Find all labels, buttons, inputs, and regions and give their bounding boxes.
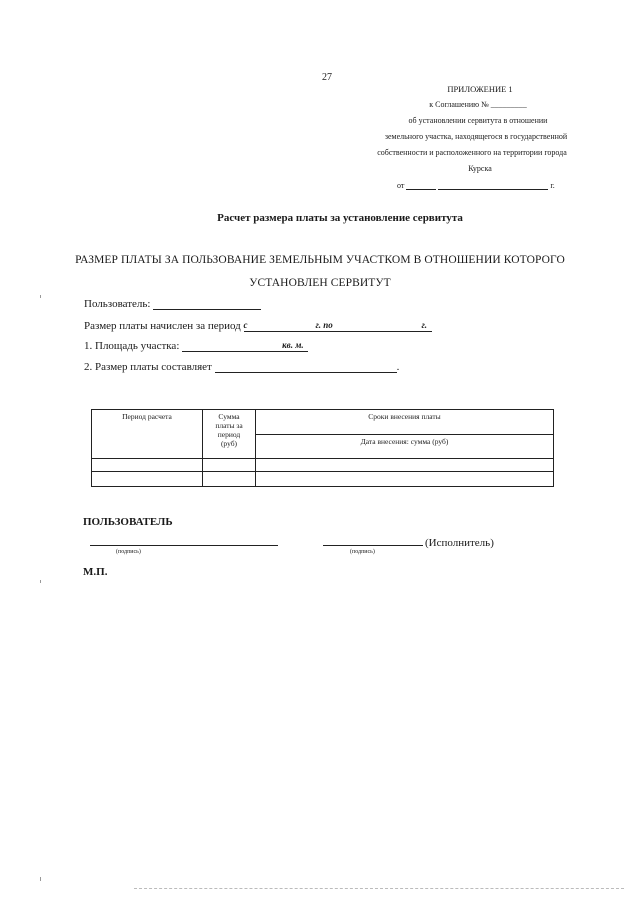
heading-line2: УСТАНОВЛЕН СЕРВИТУТ — [249, 277, 391, 289]
user-label: Пользователь: — [84, 298, 151, 310]
table-row — [92, 459, 554, 472]
executor-sign-caption: (подпись) — [350, 549, 375, 555]
date-prefix: от — [397, 181, 405, 190]
user-signature-line — [90, 545, 278, 546]
user-field — [84, 298, 261, 310]
user-blank — [153, 298, 261, 310]
fee-field — [84, 361, 399, 373]
appendix-title: ПРИЛОЖЕНИЕ 1 — [447, 84, 513, 94]
user-sign-caption: (подпись) — [116, 549, 141, 555]
table-cell — [203, 472, 256, 487]
period-end: г. — [421, 320, 427, 330]
appendix-line3: собственности и расположенного на территории города — [377, 148, 567, 157]
fee-end: . — [396, 361, 400, 373]
fee-blank — [215, 361, 397, 373]
date-month-blank — [438, 181, 548, 190]
table-cell — [92, 459, 203, 472]
fee-label: 2. Размер платы составляет — [84, 361, 212, 373]
date-suffix: г. — [550, 181, 555, 190]
table-cell — [256, 472, 554, 487]
scan-artifact — [40, 295, 41, 298]
period-from: с — [243, 320, 248, 330]
table-row — [92, 472, 554, 487]
area-label: 1. Площадь участка: — [84, 340, 180, 352]
header-terms-sub: Дата внесения: сумма (руб) — [256, 434, 554, 459]
scan-artifact — [40, 877, 41, 881]
header-period: Период расчета — [92, 410, 203, 459]
scan-artifact — [40, 580, 41, 583]
header-sum-l4: (руб) — [220, 439, 238, 448]
date-day-blank — [406, 181, 436, 190]
payment-table — [91, 409, 554, 487]
area-unit: кв. м. — [282, 340, 304, 350]
header-terms: Сроки внесения платы — [256, 410, 554, 435]
period-blank — [244, 320, 432, 332]
appendix-date — [397, 181, 555, 190]
document-title: Расчет размера платы за установление сервитута — [217, 212, 463, 224]
period-field — [84, 320, 432, 332]
scan-edge-line — [134, 888, 624, 889]
header-sum-l1: Сумма — [218, 412, 240, 421]
area-field — [84, 340, 308, 352]
appendix-line1: об установлении сервитута в отношении — [408, 116, 548, 125]
executor-signature-line — [323, 545, 423, 546]
stamp-label: М.П. — [83, 566, 108, 578]
period-mid: г. по — [315, 320, 333, 330]
header-sum-l2: платы за — [215, 421, 243, 430]
appendix-line2: земельного участка, находящегося в государственной — [384, 132, 568, 141]
appendix-agreement: к Соглашению № _________ — [429, 100, 527, 109]
header-sum-l3: период — [217, 430, 241, 439]
area-blank — [182, 340, 308, 352]
user-heading: ПОЛЬЗОВАТЕЛЬ — [83, 516, 173, 528]
table-cell — [256, 459, 554, 472]
page-number: 27 — [322, 72, 332, 83]
header-sum — [203, 410, 256, 459]
heading-line1: РАЗМЕР ПЛАТЫ ЗА ПОЛЬЗОВАНИЕ ЗЕМЕЛЬНЫМ УЧАСТКОМ В ОТНОШЕНИИ КОТОРОГО — [75, 254, 565, 266]
appendix-line4: Курска — [468, 164, 492, 173]
executor-label: (Исполнитель) — [425, 537, 494, 549]
table-cell — [92, 472, 203, 487]
period-label: Размер платы начислен за период — [84, 320, 241, 332]
table-cell — [203, 459, 256, 472]
